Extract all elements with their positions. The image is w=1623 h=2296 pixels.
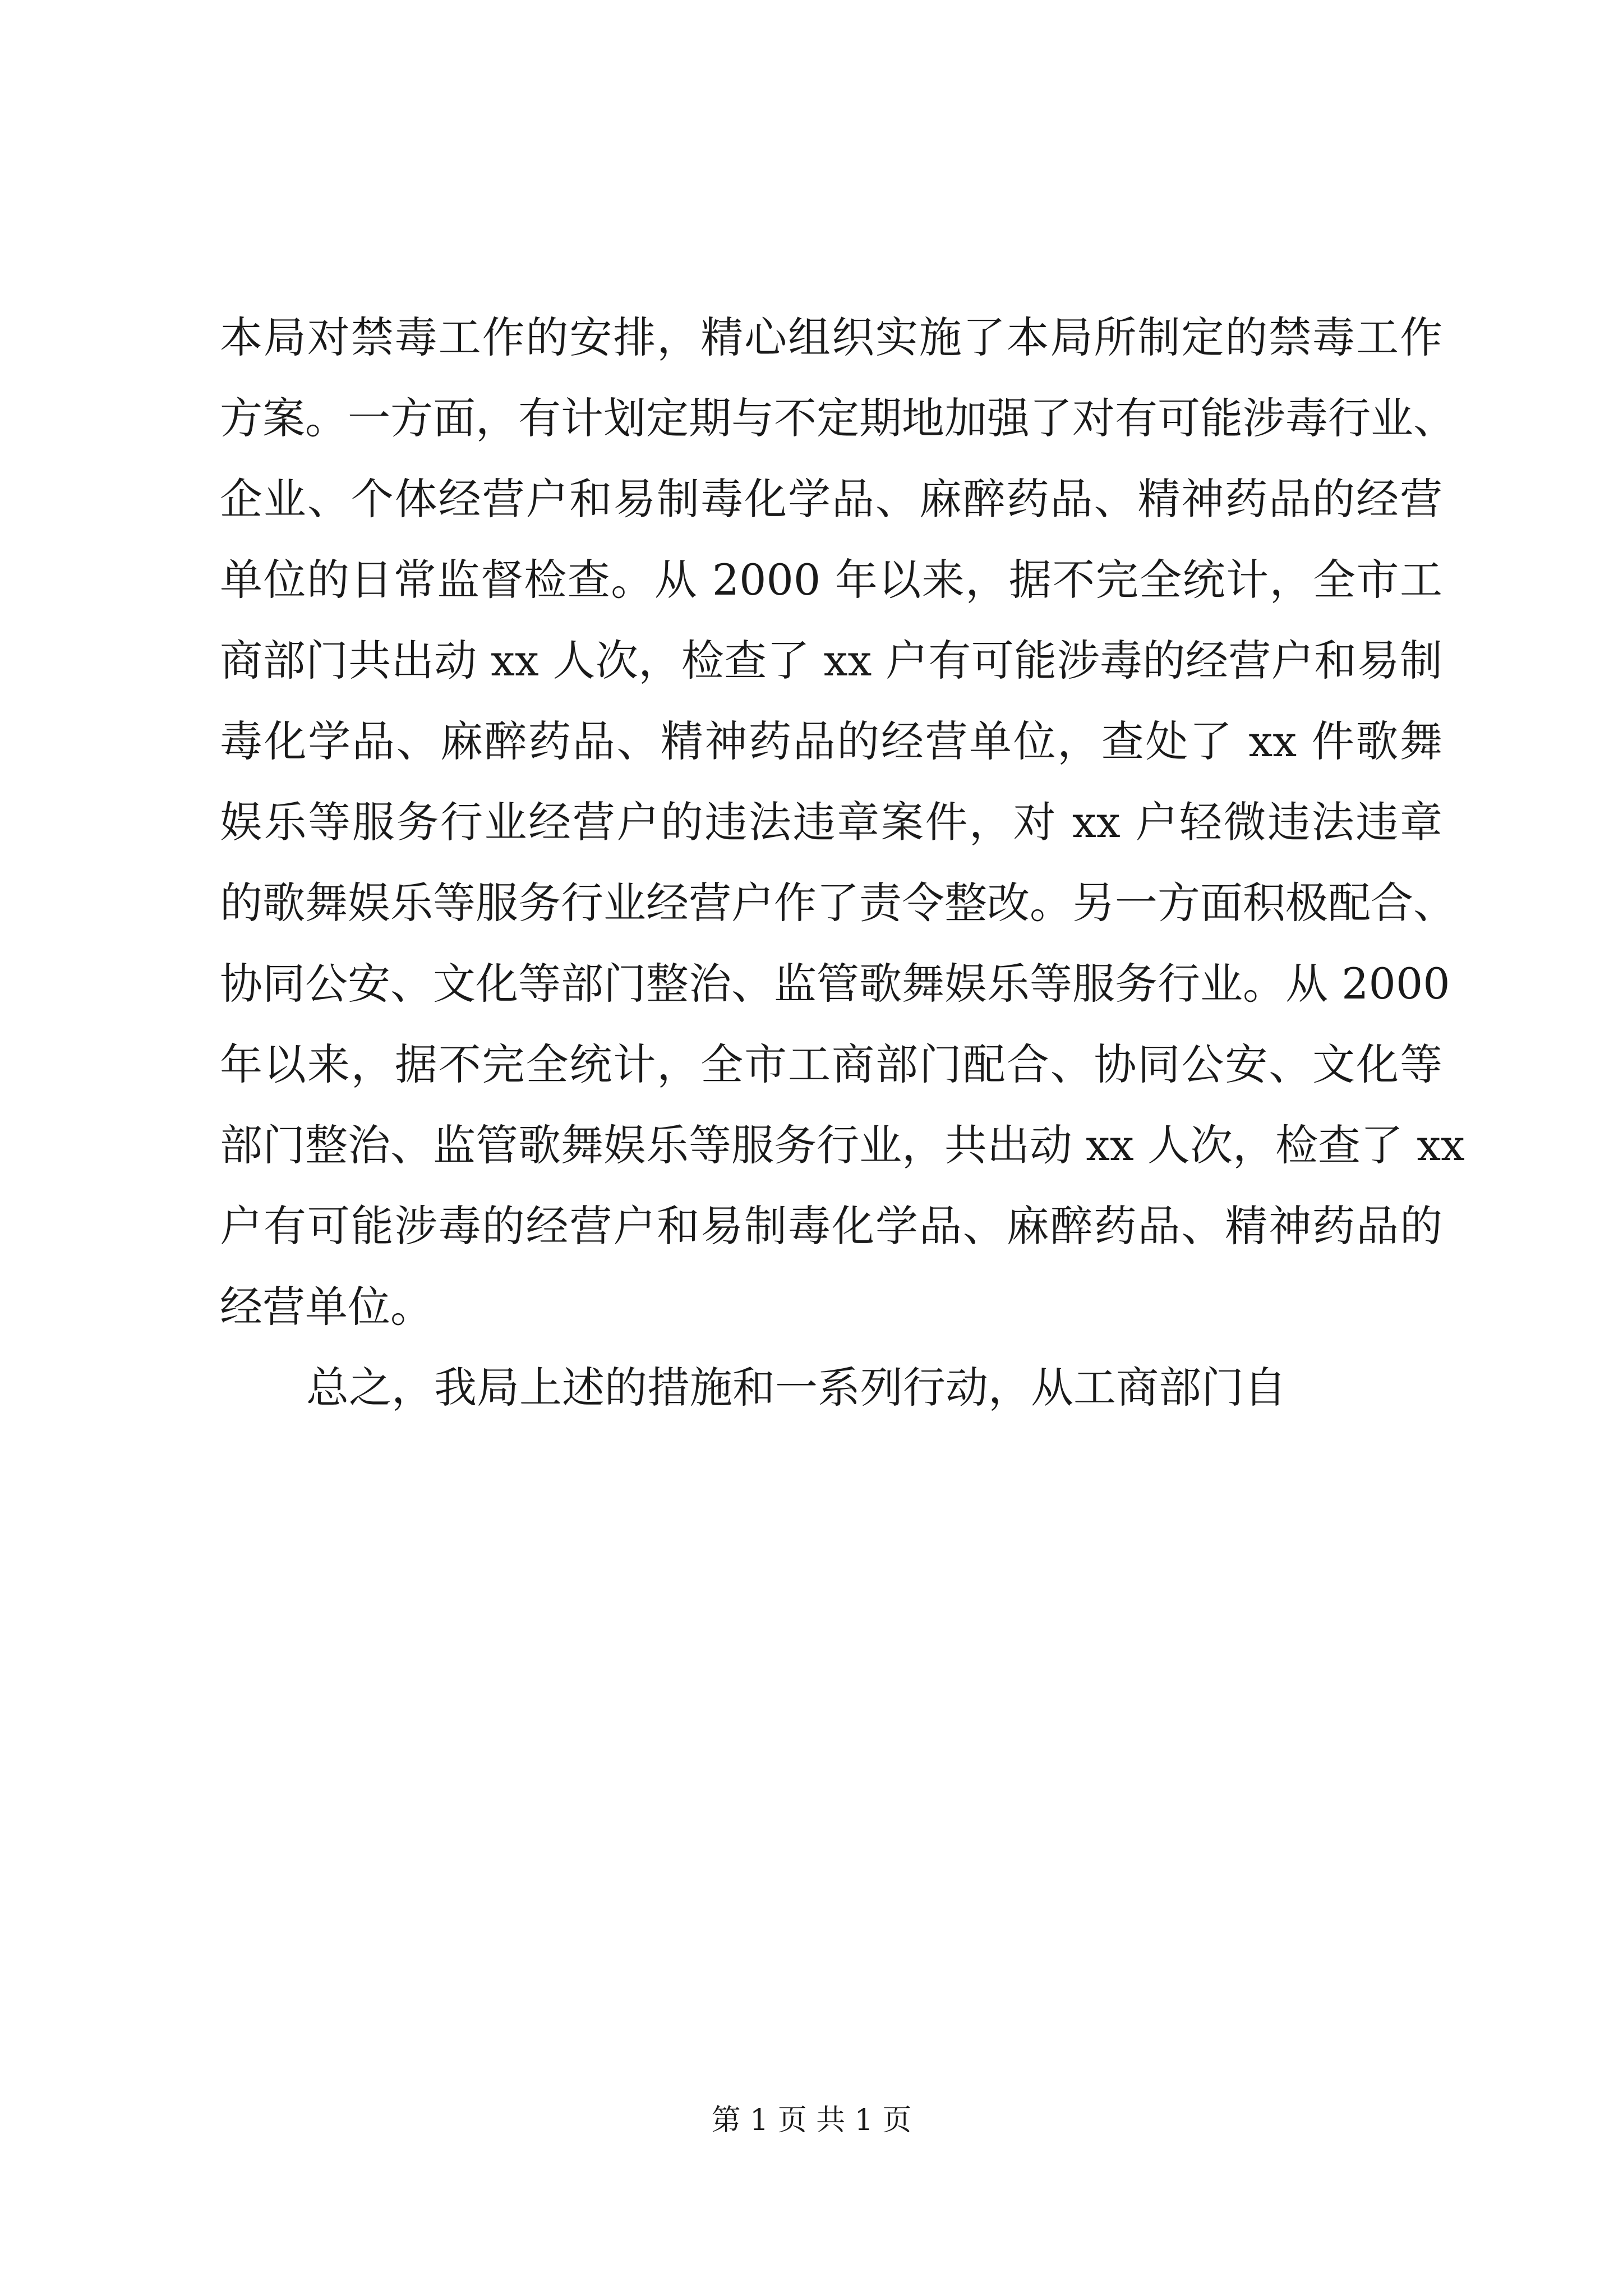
text-line: 协同公安、文化等部门整治、监管歌舞娱乐等服务行业。从 2000 [220,959,1450,1009]
text-line: 部门整治、监管歌舞娱乐等服务行业，共出动 xx 人次，检查了 xx [220,1120,1465,1170]
text-line: 的歌舞娱乐等服务行业经营户作了责令整改。另一方面积极配合、 [220,878,1456,928]
page-number-footer: 第 1 页 共 1 页 [711,2104,912,2137]
text-line: 单位的日常监督检查。从 2000 年以来，据不完全统计，全市工 [220,555,1442,605]
text-line: 方案。一方面，有计划定期与不定期地加强了对有可能涉毒行业、 [220,393,1456,443]
text-line: 企业、个体经营户和易制毒化学品、麻醉药品、精神药品的经营 [220,474,1442,524]
paragraph-2 [220,1347,1442,1428]
text-line: 经营单位。 [220,1282,433,1332]
text-line: 毒化学品、麻醉药品、精神药品的经营单位，查处了 xx 件歌舞 [220,716,1442,766]
text-line: 商部门共出动 xx 人次，检查了 xx 户有可能涉毒的经营户和易制 [220,636,1442,685]
text-line: 本局对禁毒工作的安排，精心组织实施了本局所制定的禁毒工作 [220,312,1442,362]
text-line: 年以来，据不完全统计，全市工商部门配合、协同公安、文化等 [220,1039,1442,1089]
text-line: 户有可能涉毒的经营户和易制毒化学品、麻醉药品、精神药品的 [220,1201,1442,1251]
document-body [220,297,1465,1428]
paragraph-1 [220,297,1465,1347]
text-line: 娱乐等服务行业经营户的违法违章案件，对 xx 户轻微违法违章 [220,797,1442,847]
text-line: 总之，我局上述的措施和一系列行动，从工商部门自 [306,1363,1287,1412]
